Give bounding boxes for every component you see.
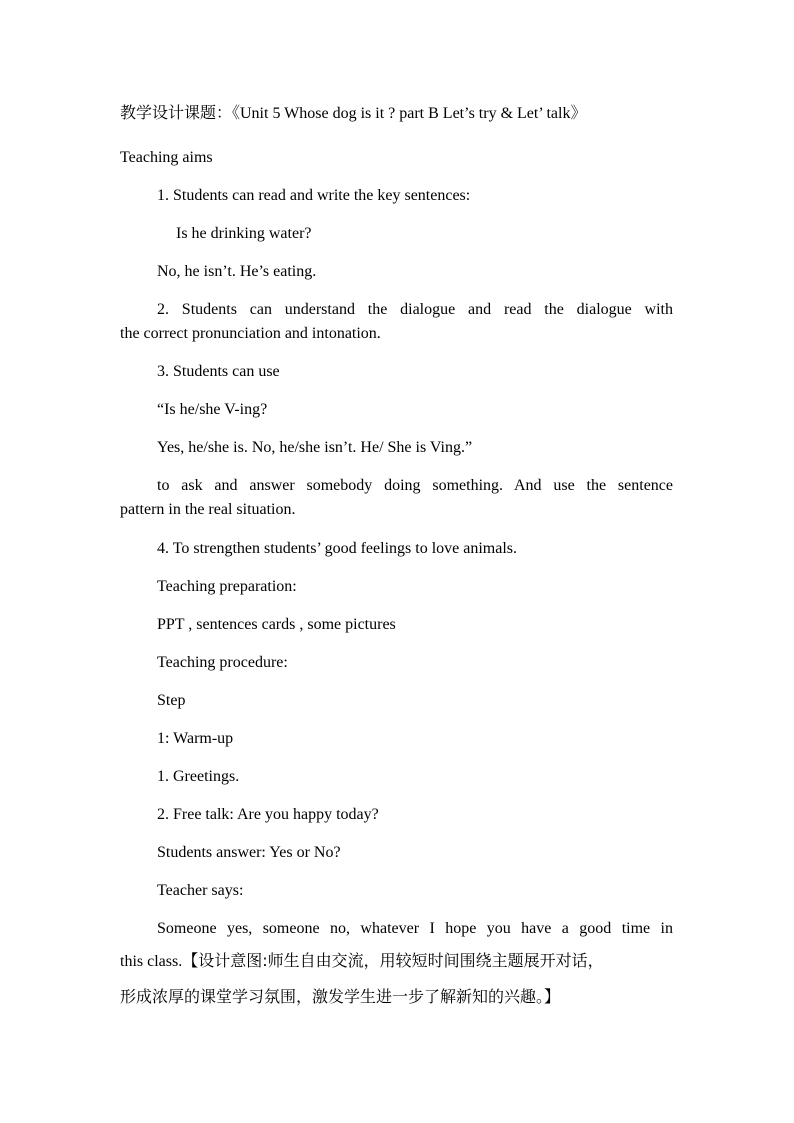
- aim-2-text-1: 2. Students can understand the dialogue and read the dialogue with: [157, 301, 673, 318]
- aim-3-pattern-2: Yes, he/she is. No, he/she isn’t. He/ She is Ving.”: [157, 439, 473, 456]
- procedure-heading: Teaching procedure:: [157, 654, 288, 671]
- teaching-aims-heading: Teaching aims: [120, 149, 213, 166]
- aim-1: 1. Students can read and write the key sentences:: [157, 187, 471, 204]
- students-answer: Students answer: Yes or No?: [157, 844, 341, 861]
- someone-text-2: this class.: [120, 953, 183, 970]
- lesson-title: [120, 104, 586, 124]
- preparation-items: PPT , sentences cards , some pictures: [157, 616, 396, 633]
- aim-3-cont-line-1: [120, 476, 673, 496]
- teacher-says: Teacher says:: [157, 882, 244, 899]
- design-intent-text-1: 【设计意图:师生自由交流，用较短时间围绕主题展开对话，: [182, 951, 604, 970]
- someone-line-1: [120, 919, 673, 939]
- aim-1-question: Is he drinking water?: [176, 225, 312, 242]
- design-intent-line-2: 形成浓厚的课堂学习氛围，激发学生进一步了解新知的兴趣。】: [120, 987, 561, 1006]
- aim-3: 3. Students can use: [157, 363, 280, 380]
- step-1-warm-up: 1: Warm-up: [157, 730, 234, 747]
- aim-3-pattern-1: “Is he/she V-ing?: [157, 401, 268, 418]
- step-label: Step: [157, 692, 186, 709]
- aim-3-cont-line-2: pattern in the real situation.: [120, 501, 296, 518]
- free-talk: 2. Free talk: Are you happy today?: [157, 806, 379, 823]
- aim-2-line-1: [120, 300, 673, 320]
- lesson-title-text: 教学设计课题：《Unit 5 Whose dog is it ? part B Let’s try & Let’ talk》: [120, 105, 587, 122]
- aim-3-cont-text-1: to ask and answer somebody doing something. And use the sentence: [157, 477, 673, 494]
- someone-text-1: Someone yes, someone no, whatever I hope you have a good time in: [157, 920, 673, 937]
- preparation-heading: Teaching preparation:: [157, 578, 297, 595]
- aim-4: 4. To strengthen students’ good feelings to love animals.: [157, 540, 518, 557]
- aim-1-answer: No, he isn’t. He’s eating.: [157, 263, 317, 280]
- aim-2-line-2: the correct pronunciation and intonation.: [120, 325, 381, 342]
- someone-line-2: [120, 951, 604, 972]
- greetings: 1. Greetings.: [157, 768, 240, 785]
